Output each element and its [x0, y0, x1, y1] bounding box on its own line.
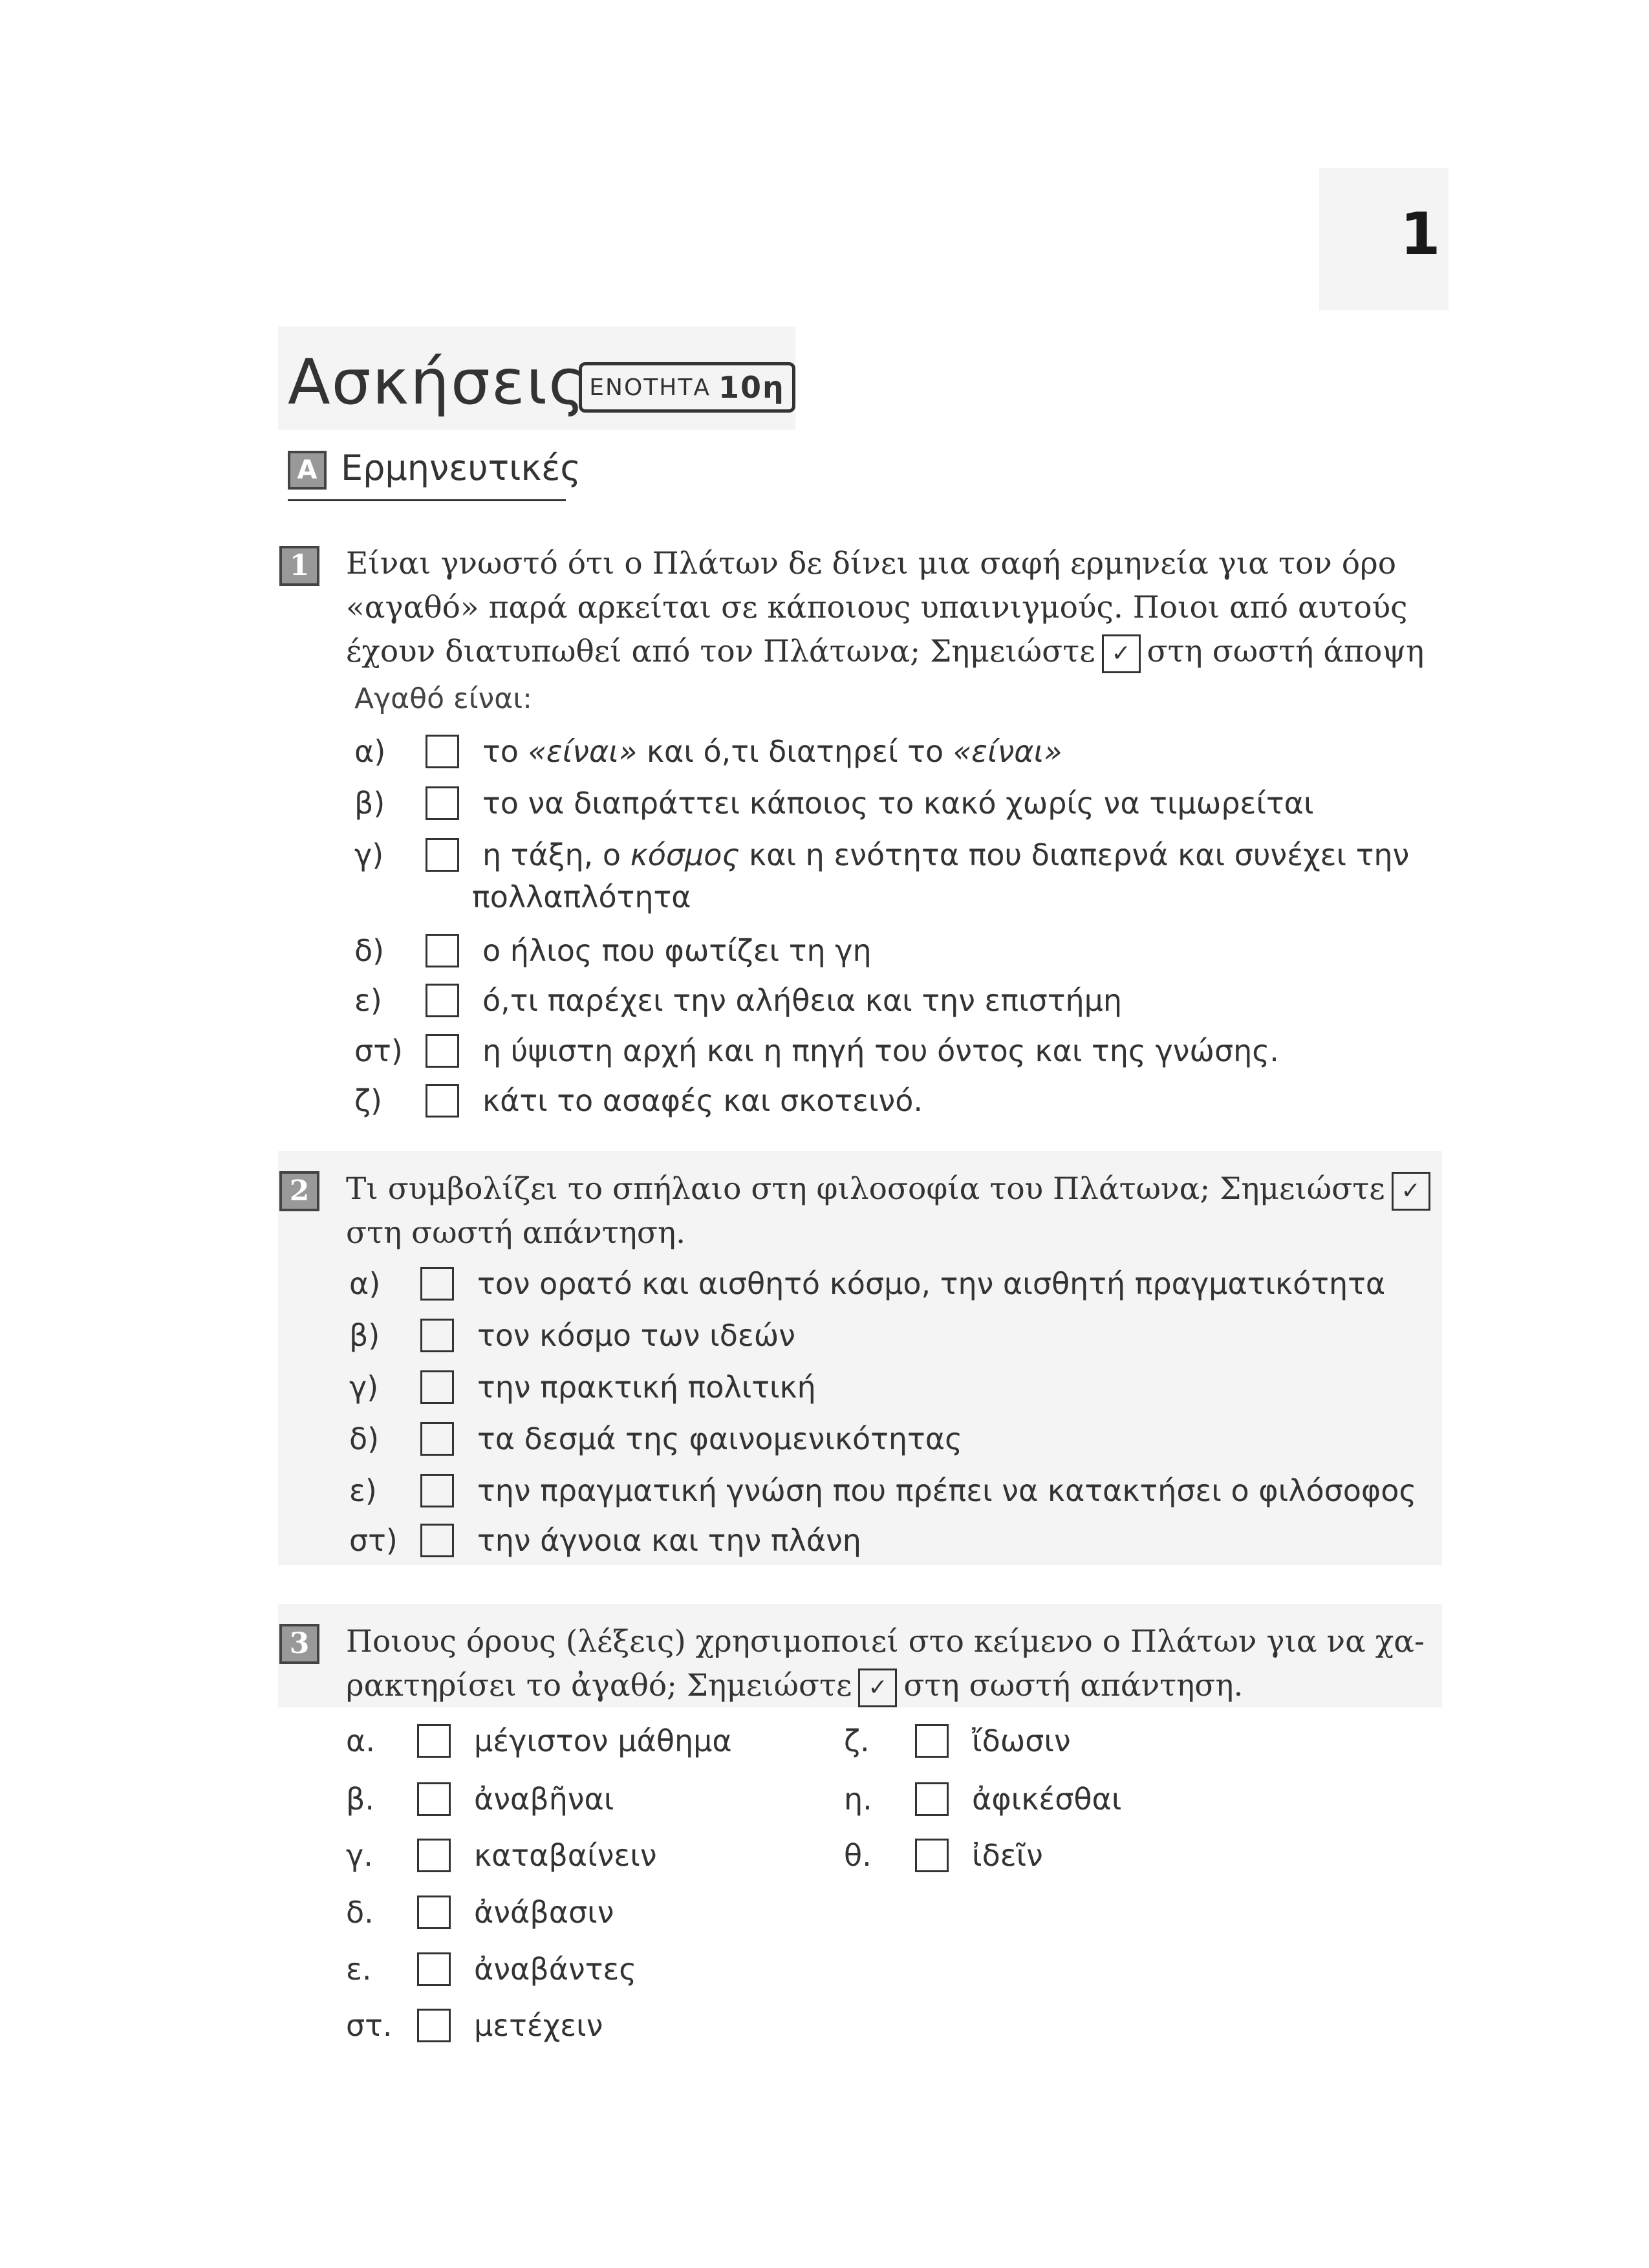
option-text: ἀναβάντες: [474, 1952, 637, 1987]
check-example-icon: ✓: [1392, 1172, 1430, 1211]
page-number: 1: [1400, 200, 1441, 268]
question-text: Τι συμβολίζει το σπήλαιο στη φιλοσοφία του Πλάτωνα; Σημειώστε: [346, 1171, 1385, 1207]
option-label: στ): [349, 1523, 398, 1558]
question-line: Είναι γνωστό ότι ο Πλάτων δε δίνει μια σαφή ερμηνεία για τον όρο: [346, 546, 1397, 581]
option-checkbox[interactable]: [426, 735, 459, 768]
option-row: [354, 1033, 1279, 1068]
option-label: γ.: [346, 1838, 373, 1873]
unit-number: 10η: [718, 370, 785, 405]
option-checkbox[interactable]: [420, 1524, 454, 1557]
option-label: η.: [844, 1782, 872, 1817]
section-label: Ερμηνευτικές: [341, 448, 581, 488]
option-text: τον ορατό και αισθητό κόσμο, την αισθητή πραγματικότητα: [477, 1266, 1386, 1301]
option-row: [349, 1370, 816, 1405]
option-checkbox[interactable]: [426, 1084, 459, 1118]
option-checkbox[interactable]: [915, 1782, 949, 1816]
option-label: ε): [349, 1473, 377, 1508]
option-label: δ): [349, 1421, 380, 1456]
section-underline: [288, 499, 566, 501]
question-line: [346, 1664, 1443, 1708]
option-text: ἀνάβασιν: [474, 1895, 614, 1930]
option-row: [354, 983, 1122, 1018]
option-row: [354, 734, 1062, 769]
question-number-badge: 1: [279, 546, 319, 586]
option-text-part: το: [482, 734, 528, 769]
option-checkbox[interactable]: [420, 1422, 454, 1456]
option-label: στ.: [346, 2008, 393, 2043]
question-1: [279, 542, 1443, 674]
unit-label: ΕΝΟΤΗΤΑ: [589, 374, 711, 401]
option-row: [346, 1838, 657, 1873]
option-checkbox[interactable]: [417, 1895, 451, 1929]
option-row: [346, 2008, 603, 2043]
option-row: [346, 1782, 614, 1817]
option-label: ε): [354, 983, 382, 1018]
option-row: [354, 1083, 923, 1118]
option-text: μετέχειν: [474, 2008, 603, 2043]
option-row: [844, 1723, 1071, 1758]
question-number-badge: 3: [279, 1624, 319, 1664]
question-3: [279, 1620, 1443, 1708]
section-heading: [288, 448, 581, 490]
option-text-em: «είναι»: [953, 734, 1062, 769]
option-text: κάτι το ασαφές και σκοτεινό.: [482, 1083, 923, 1118]
option-checkbox[interactable]: [426, 984, 459, 1017]
option-text: ό,τι παρέχει την αλήθεια και την επιστήμη: [482, 983, 1123, 1018]
option-checkbox[interactable]: [426, 934, 459, 967]
option-checkbox[interactable]: [417, 2009, 451, 2042]
option-label: β.: [346, 1782, 374, 1817]
option-checkbox[interactable]: [417, 1724, 451, 1758]
option-row: [346, 1895, 614, 1930]
option-row: [844, 1782, 1121, 1817]
option-label: θ.: [844, 1838, 872, 1873]
option-row: [349, 1266, 1385, 1301]
option-checkbox[interactable]: [426, 838, 459, 872]
question-number-badge: 2: [279, 1171, 319, 1211]
option-checkbox[interactable]: [915, 1724, 949, 1758]
option-label: γ): [354, 837, 384, 872]
unit-badge: [579, 362, 795, 413]
option-label: ζ): [354, 1083, 382, 1118]
question-line: [346, 1167, 1443, 1211]
page-title: Ασκήσεις: [288, 346, 587, 418]
question-text: στη σωστή απάντηση.: [903, 1668, 1244, 1703]
option-text-em: «είναι»: [528, 734, 638, 769]
option-text: [482, 734, 1062, 769]
option-text: τον κόσμο των ιδεών: [477, 1318, 795, 1353]
question-line: «αγαθό» παρά αρκείται σε κάποιους υπαινιγμούς. Ποιοι από αυτούς: [346, 590, 1408, 625]
option-checkbox[interactable]: [420, 1370, 454, 1404]
question-line: [346, 630, 1443, 674]
check-example-icon: ✓: [1102, 634, 1141, 673]
option-text: την πραγματική γνώση που πρέπει να κατακτήσει ο φιλόσοφος: [477, 1473, 1417, 1508]
option-label: ε.: [346, 1952, 372, 1987]
option-label: β): [349, 1318, 380, 1353]
option-row: [349, 1421, 962, 1456]
question-text: έχουν διατυπωθεί από τον Πλάτωνα; Σημειώστε: [346, 634, 1095, 669]
option-text: την πρακτική πολιτική: [477, 1370, 816, 1405]
answer-lead: Αγαθό είναι:: [354, 682, 532, 715]
option-checkbox[interactable]: [420, 1267, 454, 1301]
option-label: δ.: [346, 1895, 374, 1930]
option-label: δ): [354, 933, 385, 968]
option-label: α): [354, 734, 386, 769]
option-text: ἰδεῖν: [972, 1838, 1043, 1873]
option-checkbox[interactable]: [417, 1952, 451, 1986]
question-line: στη σωστή απάντηση.: [346, 1215, 686, 1251]
option-text-em: κόσμος: [630, 837, 740, 872]
option-text-continuation: πολλαπλότητα: [472, 880, 691, 914]
option-text: μέγιστον μάθημα: [474, 1723, 732, 1758]
check-example-icon: ✓: [858, 1669, 897, 1707]
option-row: [844, 1838, 1043, 1873]
option-label: α.: [346, 1723, 375, 1758]
option-row: [349, 1473, 1416, 1508]
option-checkbox[interactable]: [426, 786, 459, 820]
question-text: ρακτηρίσει το ἀγαθό; Σημειώστε: [346, 1668, 852, 1703]
option-checkbox[interactable]: [417, 1782, 451, 1816]
option-text: τα δεσμά της φαινομενικότητας: [477, 1421, 963, 1456]
option-row: [349, 1523, 861, 1558]
option-label: β): [354, 786, 385, 821]
option-text: ἀφικέσθαι: [972, 1782, 1122, 1817]
question-line: Ποιους όρους (λέξεις) χρησιμοποιεί στο κείμενο ο Πλάτων για να χα-: [346, 1624, 1425, 1659]
section-badge: Α: [288, 451, 327, 490]
option-checkbox[interactable]: [420, 1319, 454, 1352]
option-row: [354, 933, 872, 968]
option-checkbox[interactable]: [420, 1474, 454, 1507]
option-label: α): [349, 1266, 381, 1301]
option-text: ἀναβῆναι: [474, 1782, 614, 1817]
option-text: η ύψιστη αρχή και η πηγή του όντος και της γνώσης.: [482, 1033, 1279, 1068]
option-label: ζ.: [844, 1723, 870, 1758]
option-row: [354, 837, 1409, 872]
option-checkbox[interactable]: [426, 1034, 459, 1068]
option-row: [346, 1723, 732, 1758]
option-text: [482, 837, 1409, 872]
option-text: ο ήλιος που φωτίζει τη γη: [482, 933, 872, 968]
option-row: [349, 1318, 795, 1353]
option-text: την άγνοια και την πλάνη: [477, 1523, 861, 1558]
option-text: καταβαίνειν: [474, 1838, 657, 1873]
option-label: στ): [354, 1033, 403, 1068]
option-text-part: η τάξη, ο: [482, 837, 630, 872]
option-checkbox[interactable]: [417, 1839, 451, 1872]
question-2: [279, 1167, 1443, 1255]
option-text-part: και η ενότητα που διαπερνά και συνέχει την: [739, 837, 1410, 872]
option-text-part: και ό,τι διατηρεί το: [637, 734, 953, 769]
option-label: γ): [349, 1370, 379, 1405]
option-row: [354, 786, 1314, 821]
option-row: [346, 1952, 636, 1987]
option-text: το να διαπράττει κάποιος το κακό χωρίς να τιμωρείται: [482, 786, 1314, 821]
option-text: ἴδωσιν: [972, 1723, 1071, 1758]
option-checkbox[interactable]: [915, 1839, 949, 1872]
question-text: στη σωστή άποψη: [1147, 634, 1425, 669]
